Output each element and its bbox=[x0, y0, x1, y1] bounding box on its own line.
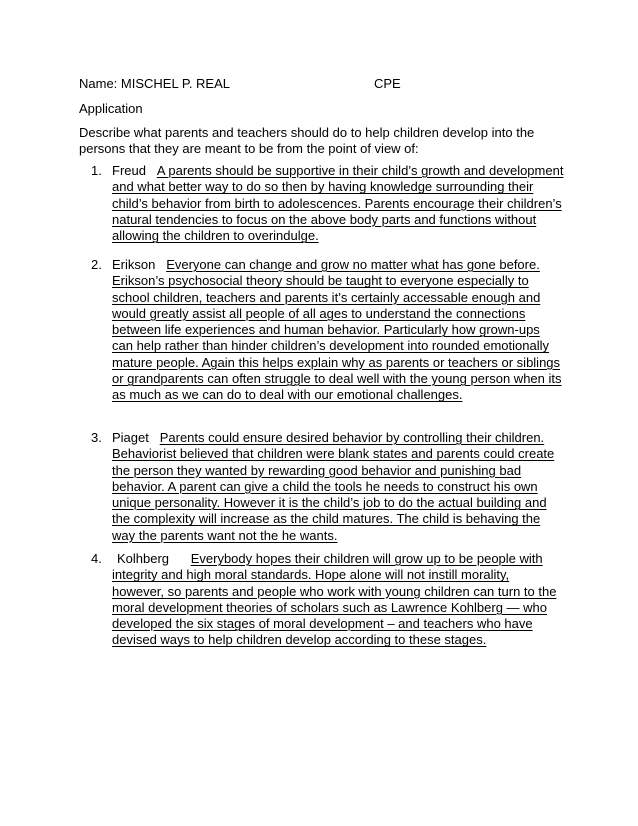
item-number: 3. bbox=[91, 430, 102, 445]
theorist-name: Erikson bbox=[112, 257, 156, 272]
list-item-piaget bbox=[91, 430, 571, 544]
header bbox=[79, 76, 559, 92]
answer-text: Parents could ensure desired behavior by controlling their children. Behaviorist believed that children were blank states and parents could create the person they wanted by rewarding good behavior and punishing bad behavior. A parent can give a child the tools he needs to construct his own unique personality. However it is the child’s job to do the actual building and the complexity will increase as the child matures. The child is behaving the way the parents want not the he wants. bbox=[112, 430, 555, 543]
list-item-erikson bbox=[91, 257, 571, 404]
list-item-freud bbox=[91, 163, 571, 244]
answer-text: Everybody hopes their children will grow up to be people with integrity and high moral standards. Hope alone will not instill morality, however, so parents and people who work with young children can turn to the moral development theories of scholars such as Lawrence Kohlberg — who developed the six stages of moral development – and teachers who have devised ways to help children develop according to these stages. bbox=[112, 551, 557, 648]
theorist-name: Freud bbox=[112, 163, 146, 178]
item-number: 1. bbox=[91, 163, 102, 178]
theorist-name: Piaget bbox=[112, 430, 149, 445]
item-number: 2. bbox=[91, 257, 102, 272]
item-number: 4. bbox=[91, 551, 102, 566]
list-item-kolhberg bbox=[91, 551, 571, 649]
answer-text: Everyone can change and grow no matter what has gone before. Erikson’s psychosocial theory should be taught to everyone especially to school children, teachers and parents it’s certainly accessable enough and would greatly assist all people of all ages to understand the connections between life experiences and human behavior. Particularly how grown-ups can help rather than hinder children’s development into rounded emotionally mature people. Again this helps explain why as parents or teachers or siblings or grandparents can often struggle to deal well with the young person when its as much as we can do to deal with our emotional challenges. bbox=[112, 257, 562, 403]
course-label: CPE bbox=[374, 76, 401, 91]
theorist-name: Kolhberg bbox=[117, 551, 170, 566]
question-prompt: Describe what parents and teachers should do to help children develop into the persons that they are meant to be from the point of view of: bbox=[79, 125, 535, 156]
section-heading: Application bbox=[79, 101, 143, 116]
name-line: Name: MISCHEL P. REAL bbox=[79, 76, 230, 91]
answer-text: A parents should be supportive in their child’s growth and development and what better way to do so then by having knowledge surrounding their child’s behavior from birth to adolescences. Parents encourage their children’s natural tendencies to focus on the above body parts and functions without allowing the children to overindulge. bbox=[112, 163, 564, 244]
